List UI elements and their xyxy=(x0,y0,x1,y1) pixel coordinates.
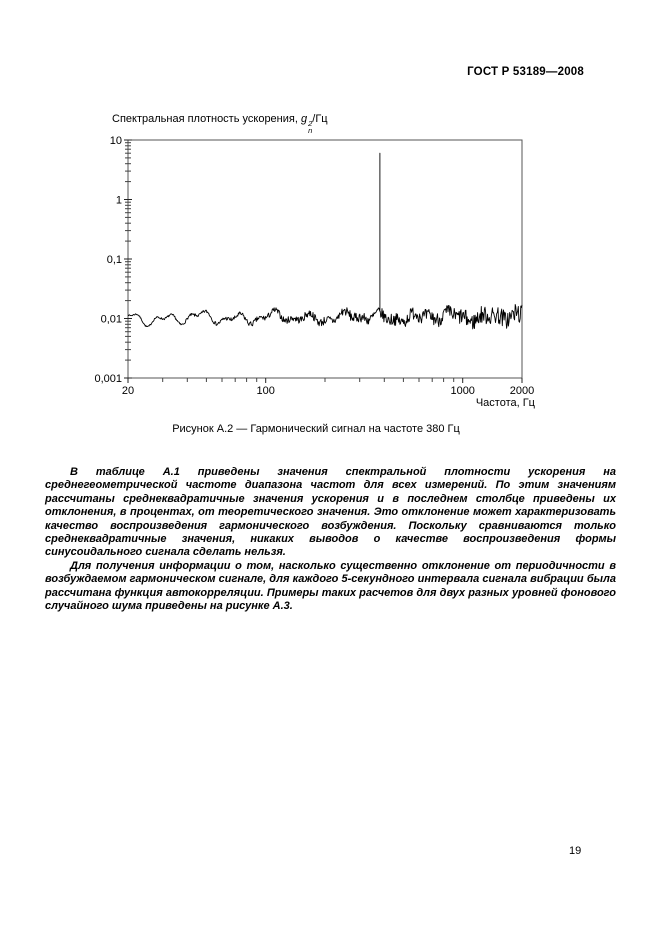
page-number: 19 xyxy=(569,845,582,857)
chart-title-prefix: Спектральная плотность ускорения, xyxy=(112,113,301,125)
chart-title-sup: 2 xyxy=(308,119,313,128)
svg-text:0,01: 0,01 xyxy=(100,313,122,326)
svg-text:Частота, Гц: Частота, Гц xyxy=(475,397,535,409)
svg-text:1000: 1000 xyxy=(450,385,475,397)
svg-text:20: 20 xyxy=(121,385,135,397)
figure-caption: Рисунок А.2 — Гармонический сигнал на частоте 380 Гц xyxy=(172,423,460,435)
svg-text:1: 1 xyxy=(115,194,122,207)
body-text xyxy=(45,466,616,613)
svg-text:2000: 2000 xyxy=(509,385,535,397)
chart-title-symbol: g xyxy=(300,113,308,125)
spectral-density-chart xyxy=(90,125,550,413)
chart-title-sub: n xyxy=(308,125,313,135)
document-header: ГОСТ Р 53189—2008 xyxy=(467,66,584,78)
svg-text:0,1: 0,1 xyxy=(106,254,122,266)
svg-text:10: 10 xyxy=(109,135,122,147)
paragraph-autocorrelation: Для получения информации о том, насколько существенно отклонение от периодичности в возбуждаемом гармоническом сигнале, для каждого 5-секундного интервала сигнала вибрации была рассчитана функция автокорреляции. Примеры таких расчетов для двух разных уровней фонового случайного шума приведены на рисунке А.3. xyxy=(45,559,616,613)
paragraph-table-a1: В таблице А.1 приведены значения спектральной плотности ускорения на среднегеометрической частоте диапазона частот для всех измерений. По этим значениям рассчитаны среднеквадратичные значения ускорения и в последнем столбце приведены их отклонения, в процентах, от теоретического значения. Это отклонение может характеризовать качество воспроизведения гармонического возбуждения. Поскольку сравниваются только среднеквадратичные значения, никаких выводов о качестве воспроизведения формы синусоидального сигнала сделать нельзя. xyxy=(45,466,616,559)
svg-text:0,001: 0,001 xyxy=(94,373,122,385)
chart-title-suffix: /Гц xyxy=(312,113,328,125)
svg-text:100: 100 xyxy=(256,385,275,397)
